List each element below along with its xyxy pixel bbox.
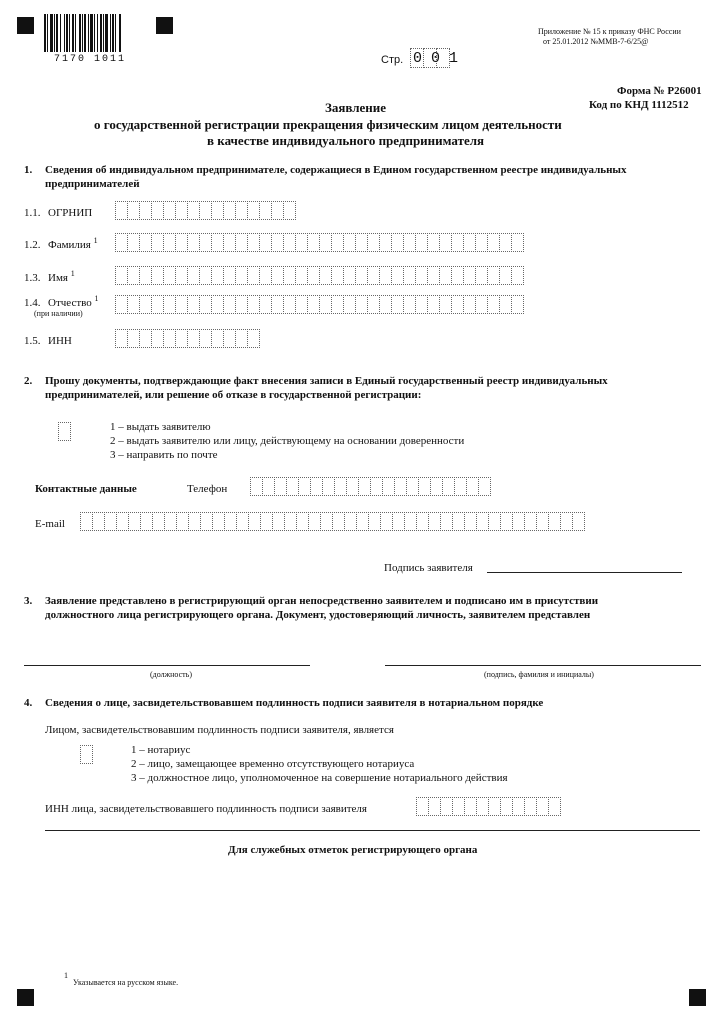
section-2-number: 2. [24,375,33,387]
position-line[interactable] [24,665,310,666]
field-1-5-num: 1.5. [24,335,41,347]
section-4-number: 4. [24,697,33,709]
official-signature-line[interactable] [385,665,701,666]
char-cell[interactable] [58,422,71,441]
field-inn-label: ИНН [48,335,72,347]
notary-option-3: 3 – должностное лицо, уполномоченное на совершение нотариального действия [131,772,508,784]
corner-marker-top-right [156,17,173,34]
field-1-4-num: 1.4. [24,297,41,309]
patronymic-input[interactable] [115,295,523,314]
field-1-1-num: 1.1. [24,207,41,219]
notary-inn-label: ИНН лица, засвидетельствовавшего подлинность подписи заявителя [45,803,367,815]
corner-marker-bottom-left [17,989,34,1006]
section-4-heading: Сведения о лице, засвидетельствовавшем подлинность подписи заявителя в нотариальном порядке [45,697,544,709]
char-cell[interactable] [511,295,524,314]
section-2-heading: Прошу документы, подтверждающие факт внесения записи в Единый государственный реестр индивидуальных [45,375,608,387]
official-marks-heading: Для служебных отметок регистрирующего органа [228,844,478,856]
section-3-heading: Заявление представлено в регистрирующий орган непосредственно заявителем и подписано им в присутствии [45,595,599,607]
title-line-2: о государственной регистрации прекращения физическим лицом деятельности [94,117,562,132]
field-name-label: Имя $^1$ [48,269,75,284]
title-line-1: Заявление [325,100,387,115]
barcode-gap [121,14,122,52]
char-cell[interactable] [478,477,491,496]
field-patronymic-sub: (при наличии) [34,309,83,318]
issue-option-1: 1 – выдать заявителю [110,421,211,433]
char-cell[interactable] [247,329,260,348]
email-input[interactable] [80,512,584,531]
barcode [44,14,144,52]
field-1-2-num: 1.2. [24,239,41,251]
official-signature-caption: (подпись, фамилия и инициалы) [484,670,594,679]
phone-input[interactable] [250,477,490,496]
name-input[interactable] [115,266,523,285]
section-2-heading-2: предпринимателей, или решение об отказе в государственной регистрации: [45,389,422,401]
appendix-line-2: от 25.01.2012 №ММВ-7-6/25@ [543,37,649,46]
char-cell[interactable] [572,512,585,531]
notary-inn-input[interactable] [416,797,560,816]
phone-label: Телефон [187,483,228,495]
contact-label: Контактные данные [35,483,137,495]
char-cell[interactable] [511,233,524,252]
field-1-3-num: 1.3. [24,272,41,284]
official-marks-divider [45,830,700,831]
char-cell[interactable] [80,745,93,764]
surname-input[interactable] [115,233,523,252]
appendix-line-1: Приложение № 15 к приказу ФНС России [538,27,681,36]
char-cell[interactable] [548,797,561,816]
footnote-text: Указывается на русском языке. [73,978,179,987]
notary-option-1: 1 – нотариус [131,744,191,756]
notary-option-2: 2 – лицо, замещающее временно отсутствующего нотариуса [131,758,415,770]
corner-marker-bottom-right [689,989,706,1006]
section-1-number: 1. [24,164,33,176]
issue-option-2: 2 – выдать заявителю или лицу, действующему на основании доверенности [110,435,465,447]
ogrnip-input[interactable] [115,201,295,220]
char-cell[interactable] [511,266,524,285]
email-label: E-mail [35,518,65,530]
inn-input[interactable] [115,329,259,348]
footnote-mark: 1 [64,971,68,980]
page-label: Стр. [381,54,404,66]
barcode-number: 7170 1011 [54,54,127,65]
field-ogrnip-label: ОГРНИП [48,207,93,219]
issue-option-3: 3 – направить по почте [110,449,218,461]
notary-type-checkbox[interactable] [80,745,92,764]
corner-marker-top-left [17,17,34,34]
position-caption: (должность) [150,670,192,679]
section-1-heading: Сведения об индивидуальном предпринимателе, содержащиеся в Едином государственном реестре индивидуальных [45,164,627,176]
section-3-heading-2: должностного лица регистрирующего органа. Документ, удостоверяющий личность, заявителем представлен [45,609,591,621]
knd-code: Код по КНД 1112512 [589,99,689,111]
form-number: Форма № Р26001 [617,85,702,97]
title-line-3: в качестве индивидуального предпринимателя [207,133,485,148]
signature-label: Подпись заявителя [384,562,473,574]
issue-method-checkbox[interactable] [58,422,70,441]
page-number: 0 0 1 [413,50,459,67]
signature-line[interactable] [487,572,682,573]
field-patronymic-label: Отчество $^1$ [48,294,99,309]
section-4-intro: Лицом, засвидетельствовавшим подлинность подписи заявителя, является [45,724,394,736]
section-3-number: 3. [24,595,33,607]
field-surname-label: Фамилия $^1$ [48,236,98,251]
section-1-heading-2: предпринимателей [45,178,140,190]
char-cell[interactable] [283,201,296,220]
